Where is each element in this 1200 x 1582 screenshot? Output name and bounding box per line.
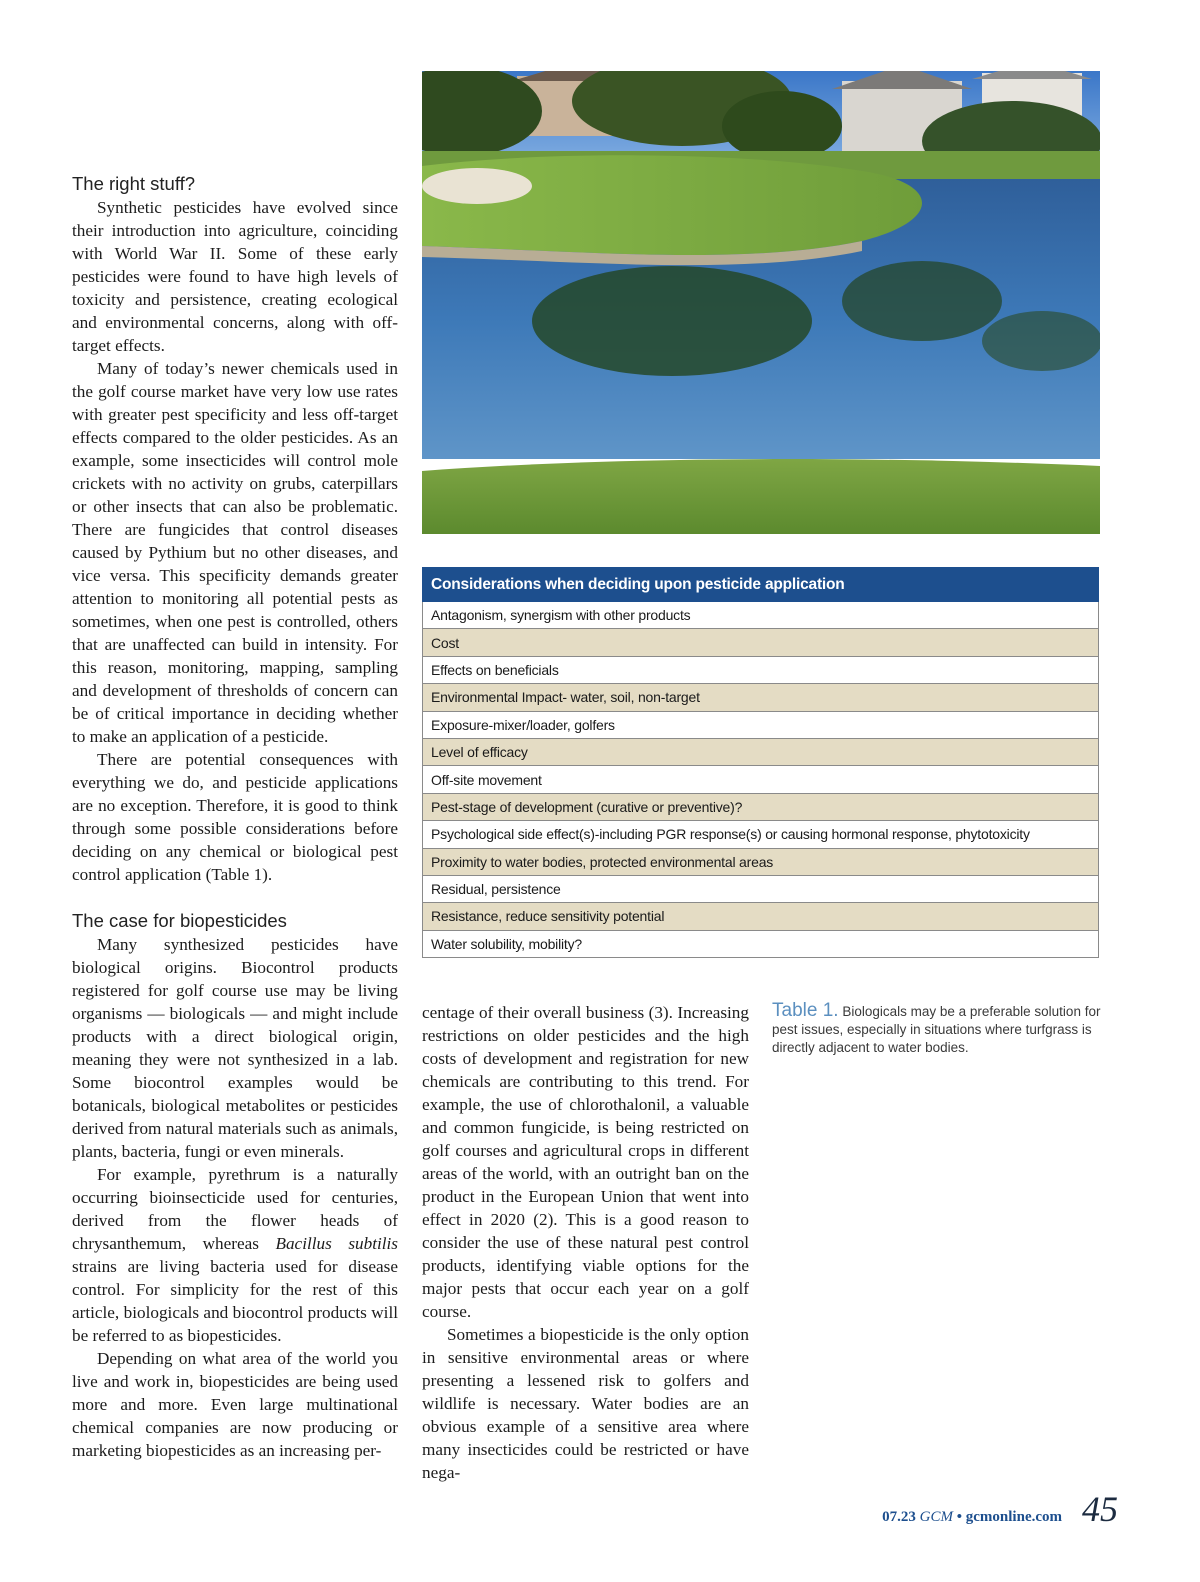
table-row [423, 848, 1099, 875]
table-row [423, 875, 1099, 902]
table-cell: Antagonism, synergism with other products [423, 602, 1099, 629]
caption-text: Biologicals may be a preferable solution for pest issues, especially in situations where turfgrass is directly adjacent to water bodies. [772, 1004, 1101, 1055]
table-row [423, 793, 1099, 820]
section-heading-biopesticides: The case for biopesticides [72, 910, 287, 931]
table-cell: Off-site movement [423, 766, 1099, 793]
table-header: Considerations when deciding upon pesticide application [423, 568, 1099, 602]
body-paragraph: centage of their overall business (3). Increasing restrictions on older pesticides and the high costs of development and registration for new chemicals are contributing to this trend. For example, the use of chlorothalonil, a valuable and common fungicide, is being restricted on golf courses and agricultural crops in different areas of the world, with an outright ban on the product in the European Union that went into effect in 2020 (2). This is a good reason to consider the use of these natural pest control products, identifying viable options for the major pests that occur each year on a golf course. [422, 1003, 749, 1321]
table-row [423, 684, 1099, 711]
article-column-middle [422, 1001, 749, 1484]
table-cell: Water solubility, mobility? [423, 930, 1099, 957]
separator-dot: • [956, 1509, 963, 1525]
table-cell: Effects on beneficials [423, 656, 1099, 683]
considerations-table [422, 567, 1099, 958]
magazine-name: GCM [919, 1509, 953, 1525]
table-cell: Psychological side effect(s)-including PGR response(s) or causing hormonal response, phytotoxicity [423, 821, 1099, 848]
body-paragraph [72, 1163, 398, 1347]
table-cell: Pest-stage of development (curative or preventive)? [423, 793, 1099, 820]
table-row [423, 738, 1099, 765]
table-row [423, 903, 1099, 930]
table-caption [772, 1002, 1102, 1057]
section-heading-right-stuff: The right stuff? [72, 173, 196, 194]
table-cell: Environmental Impact- water, soil, non-target [423, 684, 1099, 711]
table-cell: Resistance, reduce sensitivity potential [423, 903, 1099, 930]
issue-date: 07.23 [882, 1509, 916, 1525]
article-column-left [72, 172, 398, 1462]
body-paragraph: Synthetic pesticides have evolved since their introduction into agriculture, coinciding with World War II. Some of these early pesticides were found to have high levels of toxicity and persistence, creating ecological and environmental concerns, along with off-target effects. [72, 198, 398, 355]
page-footer [882, 1488, 1118, 1538]
table-row [423, 629, 1099, 656]
table-row [423, 656, 1099, 683]
table-cell: Proximity to water bodies, protected environmental areas [423, 848, 1099, 875]
table-cell: Residual, persistence [423, 875, 1099, 902]
page-number: 45 [1082, 1489, 1118, 1529]
golf-course-photo [422, 71, 1100, 534]
caption-label: Table 1. [772, 1000, 839, 1021]
table-cell: Exposure-mixer/loader, golfers [423, 711, 1099, 738]
body-paragraph: Many synthesized pesticides have biological origins. Biocontrol products registered for golf course use may be living organisms — biologicals — and might include products with a direct biological origin, meaning they were not synthesized in a lab. Some biocontrol examples would be botanicals, biological metabolites or pesticides derived from natural materials such as animals, plants, bacteria, fungi or even minerals. [72, 935, 398, 1161]
website: gcmonline.com [965, 1509, 1062, 1525]
table-row [423, 930, 1099, 957]
table-cell: Cost [423, 629, 1099, 656]
footer-meta [882, 1509, 1062, 1526]
body-paragraph: Sometimes a biopesticide is the only option in sensitive environmental areas or where presenting a lessened risk to golfers and wildlife is necessary. Water bodies are an obvious example of a sensitive area where many insecticides could be restricted or have nega- [422, 1325, 749, 1482]
body-paragraph: Many of today’s newer chemicals used in the golf course market have very low use rates with greater pest specificity and less off-target effects compared to the older pesticides. As an example, some insecticides will control mole crickets with no activity on grubs, caterpillars or other insects that can also be problematic. There are fungicides that control diseases caused by Pythium but no other diseases, and vice versa. This specificity demands greater attention to monitoring all potential pests as sometimes, when one pest is controlled, others that are unaffected can build in intensity. For this reason, monitoring, mapping, sampling and development of thresholds of concern can be of critical importance in deciding whether to make an application of a pesticide. [72, 359, 398, 746]
body-text: strains are living bacteria used for disease control. For simplicity for the rest of this article, biologicals and biocontrol products will be referred to as biopesticides. [72, 1257, 398, 1345]
table-row [423, 766, 1099, 793]
body-paragraph: Depending on what area of the world you live and work in, biopesticides are being used more and more. Even large multinational chemical companies are now producing or marketing biopesticides as an increasing per- [72, 1349, 398, 1460]
body-text: For example, pyrethrum is a naturally occurring bioinsecticide used for centuries, derived from the flower heads of chrysanthemum, whereas [72, 1165, 398, 1253]
species-name: Bacillus subtilis [275, 1234, 399, 1253]
table-row [423, 602, 1099, 629]
table-row [423, 711, 1099, 738]
body-paragraph: There are potential consequences with everything we do, and pesticide applications are no exception. Therefore, it is good to think through some possible considerations before deciding on any chemical or biological pest control application (Table 1). [72, 750, 398, 884]
table-row [423, 821, 1099, 848]
table-cell: Level of efficacy [423, 738, 1099, 765]
